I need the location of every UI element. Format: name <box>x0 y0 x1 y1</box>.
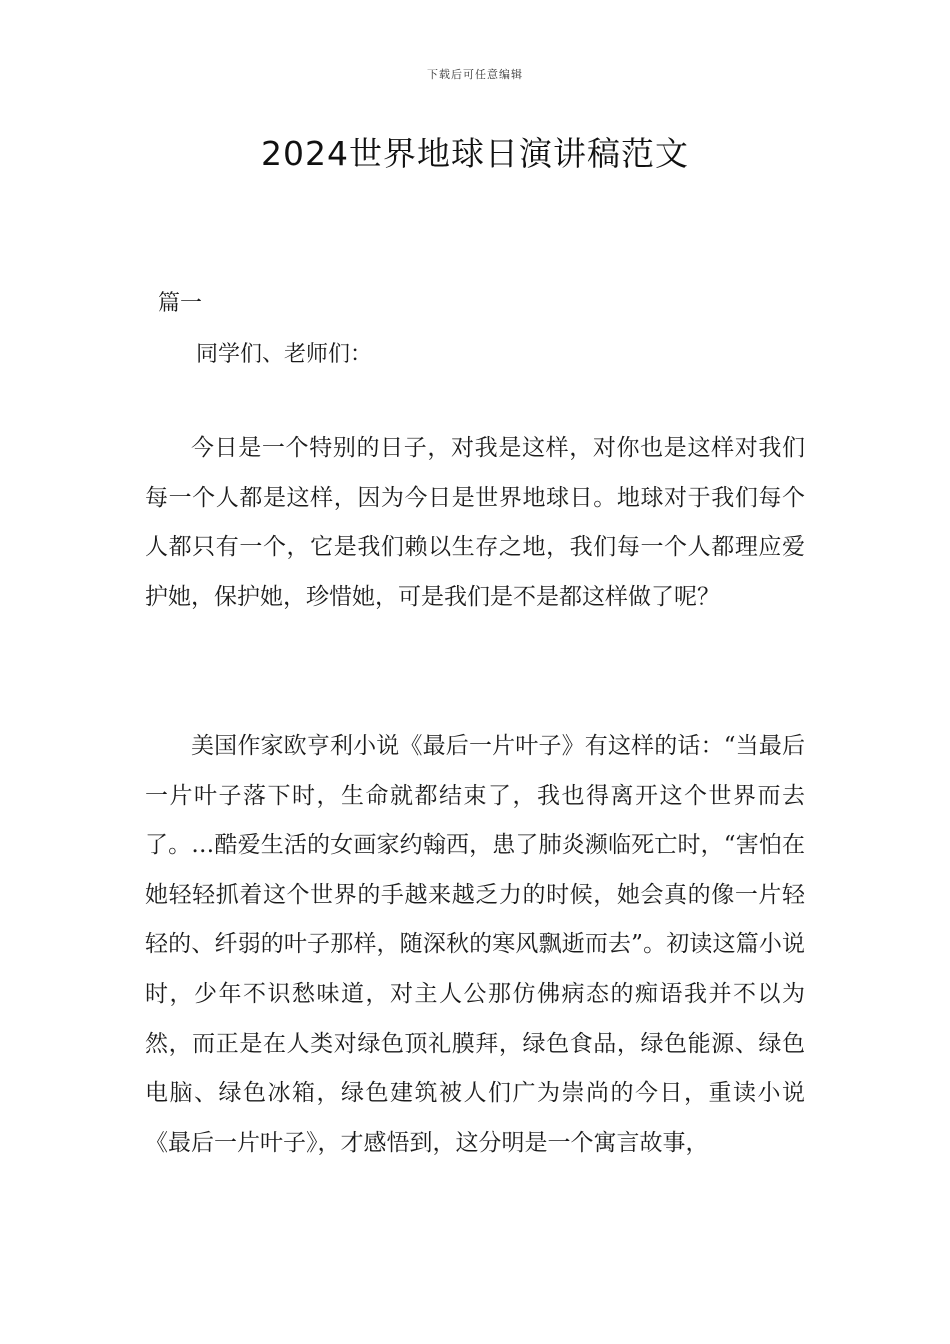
paragraph-1: 今日是一个特别的日子，对我是这样，对你也是这样对我们每一个人都是这样，因为今日是世界地球日。地球对于我们每个人都只有一个，它是我们赖以生存之地，我们每一个人都理应爱护她，保护她，珍惜她，可是我们是不是都这样做了呢？ <box>145 435 805 610</box>
document-title: 2024世界地球日演讲稿范文 <box>261 134 689 173</box>
header-note: 下载后可任意编辑 <box>427 68 523 81</box>
section-label: 篇一 <box>158 291 203 316</box>
paragraph-2: 美国作家欧亨利小说《最后一片叶子》有这样的话：“当最后一片叶子落下时，生命就都结束了，我也得离开这个世界而去了。…酷爱生活的女画家约翰西，患了肺炎濒临死亡时，“害怕在她轻轻抓着这个世界的手越来越乏力的时候，她会真的像一片轻轻的、纤弱的叶子那样，随深秋的寒风飘逝而去”。初读这篇小说时，少年不识愁味道，对主人公那仿佛病态的痴语我并不以为然，而正是在人类对绿色顶礼膜拜，绿色食品，绿色能源、绿色电脑、绿色冰箱，绿色建筑被人们广为崇尚的今日，重读小说《最后一片叶子》，才感悟到，这分明是一个寓言故事， <box>145 733 805 1156</box>
salutation: 同学们、老师们： <box>196 342 373 367</box>
